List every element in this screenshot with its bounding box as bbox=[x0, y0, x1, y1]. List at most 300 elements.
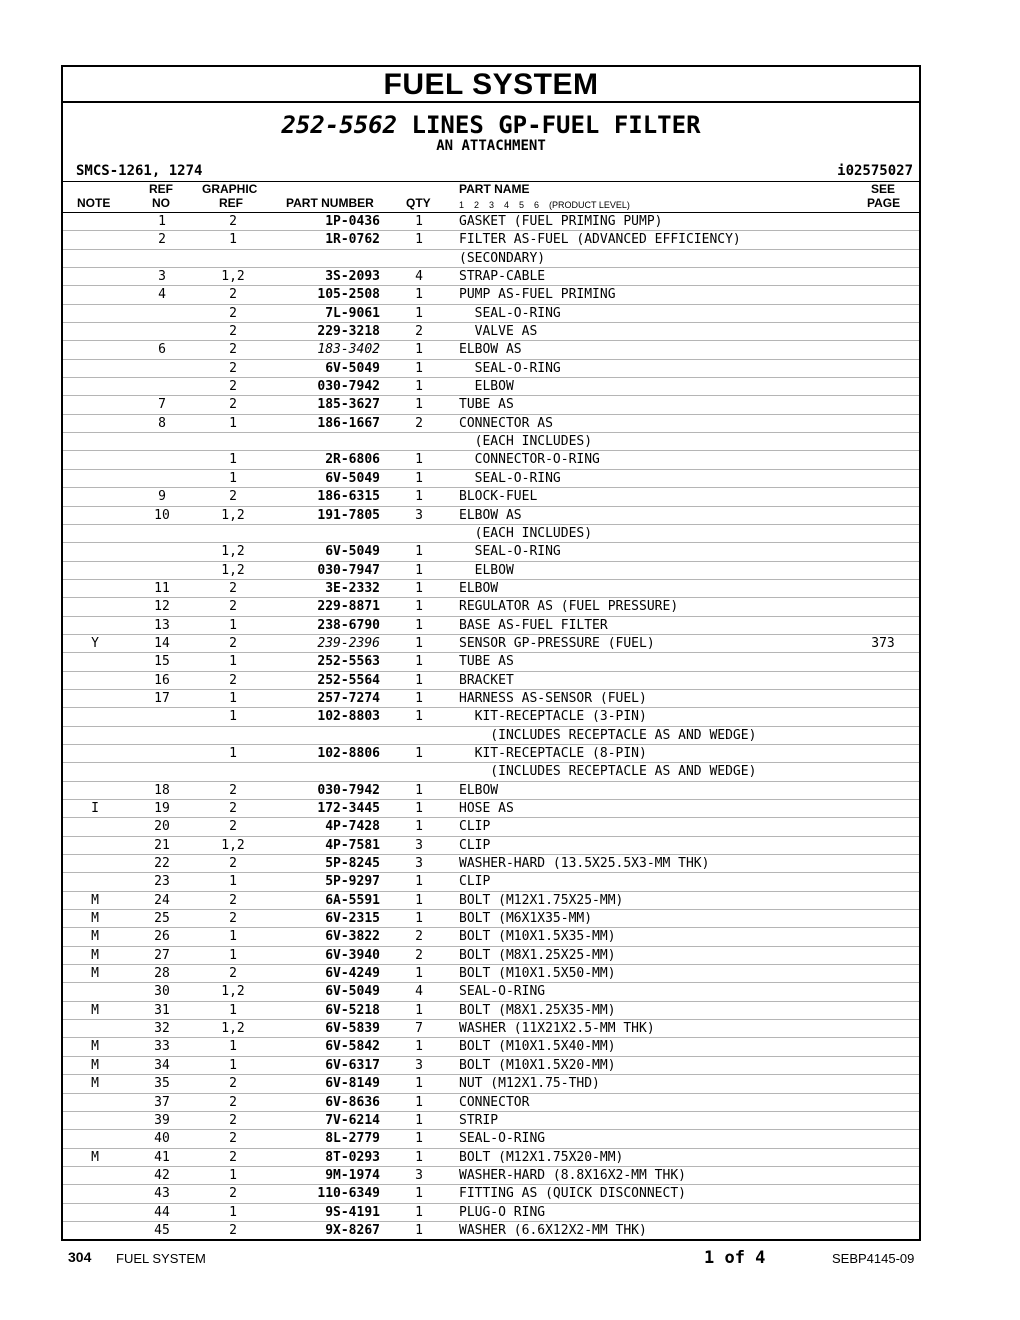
section-title: FUEL SYSTEM bbox=[63, 67, 919, 103]
graphic-ref-cell: 2 bbox=[229, 966, 237, 982]
graphic-ref-cell: 2 bbox=[229, 324, 237, 340]
document-code: SEBP4145-09 bbox=[832, 1251, 915, 1266]
parts-list-frame bbox=[61, 65, 921, 1241]
part-name-cell: ELBOW bbox=[459, 580, 499, 596]
part-number-cell: 6V-4249 bbox=[325, 966, 380, 982]
graphic-ref-cell: 2 bbox=[229, 911, 237, 927]
table-row bbox=[63, 1167, 919, 1185]
note-cell: M bbox=[91, 1076, 99, 1092]
part-number-cell: 186-1667 bbox=[317, 415, 380, 431]
ref-no-cell: 42 bbox=[154, 1167, 170, 1183]
qty-cell: 1 bbox=[415, 305, 423, 321]
table-row bbox=[63, 653, 919, 671]
column-header bbox=[63, 181, 919, 213]
table-row bbox=[63, 947, 919, 965]
ref-no-cell: 41 bbox=[154, 1149, 170, 1165]
part-name-cell: CLIP bbox=[459, 819, 491, 835]
col-gref-top: GRAPHIC bbox=[202, 182, 258, 196]
table-row bbox=[63, 672, 919, 690]
graphic-ref-cell: 1 bbox=[229, 709, 237, 725]
part-name-cell: SEAL-O-RING bbox=[459, 360, 561, 376]
part-name-cell: FITTING AS (QUICK DISCONNECT) bbox=[459, 1186, 686, 1202]
graphic-ref-cell: 1 bbox=[229, 415, 237, 431]
graphic-ref-cell: 1 bbox=[229, 1167, 237, 1183]
part-number-cell: 030-7947 bbox=[317, 562, 380, 578]
note-cell: M bbox=[91, 1039, 99, 1055]
ref-no-cell: 17 bbox=[154, 690, 170, 706]
ref-no-cell: 11 bbox=[154, 580, 170, 596]
part-name-cell: GASKET (FUEL PRIMING PUMP) bbox=[459, 214, 663, 229]
part-name-cell: BOLT (M10X1.5X50-MM) bbox=[459, 966, 616, 982]
footer-section: FUEL SYSTEM bbox=[116, 1251, 206, 1266]
note-cell: M bbox=[91, 966, 99, 982]
table-row bbox=[63, 855, 919, 873]
ref-no-cell: 21 bbox=[154, 837, 170, 853]
part-name-cell: REGULATOR AS (FUEL PRESSURE) bbox=[459, 599, 679, 615]
table-row bbox=[63, 635, 919, 653]
qty-cell: 1 bbox=[415, 360, 423, 376]
col-product-level: 1 2 3 4 5 6 (PRODUCT LEVEL) bbox=[459, 200, 630, 210]
table-row bbox=[63, 1094, 919, 1112]
graphic-ref-cell: 2 bbox=[229, 1076, 237, 1092]
qty-cell: 1 bbox=[415, 599, 423, 615]
table-row bbox=[63, 231, 919, 249]
page-number: 304 bbox=[68, 1249, 92, 1265]
part-number-cell: 2R-6806 bbox=[325, 452, 380, 468]
col-part-number: PART NUMBER bbox=[286, 196, 374, 210]
part-name-cell: ELBOW bbox=[459, 782, 499, 798]
graphic-ref-cell: 2 bbox=[229, 379, 237, 395]
part-number-cell: 9S-4191 bbox=[325, 1204, 380, 1220]
ref-no-cell: 31 bbox=[154, 1002, 170, 1018]
ref-no-cell: 8 bbox=[158, 415, 166, 431]
qty-cell: 1 bbox=[415, 470, 423, 486]
graphic-ref-cell: 2 bbox=[229, 360, 237, 376]
part-number-cell: 4P-7581 bbox=[325, 837, 380, 853]
table-row bbox=[63, 286, 919, 304]
part-name-cell: VALVE AS bbox=[459, 324, 538, 340]
part-name-cell: SEAL-O-RING bbox=[459, 984, 546, 1000]
group-number: 252-5562 bbox=[281, 111, 398, 139]
qty-cell: 1 bbox=[415, 911, 423, 927]
part-name-cell: BOLT (M6X1X35-MM) bbox=[459, 911, 593, 927]
graphic-ref-cell: 2 bbox=[229, 489, 237, 505]
part-number-cell: 8L-2779 bbox=[325, 1131, 380, 1147]
part-number-cell: 229-3218 bbox=[317, 324, 380, 340]
part-name-cell: CLIP bbox=[459, 837, 491, 853]
note-cell: I bbox=[91, 801, 99, 816]
table-row bbox=[63, 965, 919, 983]
table-row bbox=[63, 763, 919, 781]
qty-cell: 1 bbox=[415, 1112, 423, 1128]
part-name-cell: ELBOW AS bbox=[459, 342, 522, 358]
part-name-cell: SEAL-O-RING bbox=[459, 1131, 546, 1147]
ref-no-cell: 28 bbox=[154, 966, 170, 982]
part-name-cell: (SECONDARY) bbox=[459, 250, 546, 266]
graphic-ref-cell: 1,2 bbox=[221, 1021, 245, 1037]
part-number-cell: 172-3445 bbox=[317, 801, 380, 816]
table-row bbox=[63, 213, 919, 231]
note-cell: M bbox=[91, 1149, 99, 1165]
table-row bbox=[63, 1057, 919, 1075]
part-name-cell: KIT-RECEPTACLE (3-PIN) bbox=[459, 709, 647, 725]
ref-no-cell: 35 bbox=[154, 1076, 170, 1092]
qty-cell: 4 bbox=[415, 984, 423, 1000]
graphic-ref-cell: 1 bbox=[229, 929, 237, 945]
qty-cell: 3 bbox=[415, 856, 423, 872]
graphic-ref-cell: 1,2 bbox=[221, 269, 245, 285]
ref-no-cell: 37 bbox=[154, 1094, 170, 1110]
ref-no-cell: 15 bbox=[154, 654, 170, 670]
qty-cell: 1 bbox=[415, 1039, 423, 1055]
ref-no-cell: 45 bbox=[154, 1222, 170, 1238]
qty-cell: 4 bbox=[415, 269, 423, 285]
ref-no-cell: 6 bbox=[158, 342, 166, 358]
graphic-ref-cell: 1 bbox=[229, 617, 237, 633]
part-number-cell: 030-7942 bbox=[317, 379, 380, 395]
part-name-cell: STRAP-CABLE bbox=[459, 269, 546, 285]
part-name-cell: BOLT (M10X1.5X40-MM) bbox=[459, 1039, 616, 1055]
part-number-cell: 6V-3822 bbox=[325, 929, 380, 945]
graphic-ref-cell: 2 bbox=[229, 672, 237, 688]
table-row bbox=[63, 1149, 919, 1167]
table-row bbox=[63, 341, 919, 359]
part-name-cell: CONNECTOR AS bbox=[459, 415, 553, 431]
table-row bbox=[63, 268, 919, 286]
part-number-cell: 102-8803 bbox=[317, 709, 380, 725]
smcs-codes: SMCS-1261, 1274 bbox=[76, 163, 203, 179]
graphic-ref-cell: 2 bbox=[229, 580, 237, 596]
graphic-ref-cell: 2 bbox=[229, 1222, 237, 1238]
graphic-ref-cell: 2 bbox=[229, 819, 237, 835]
table-row bbox=[63, 782, 919, 800]
part-number-cell: 6V-5049 bbox=[325, 360, 380, 376]
qty-cell: 1 bbox=[415, 1204, 423, 1220]
part-name-cell: (EACH INCLUDES) bbox=[459, 525, 593, 541]
part-number-cell: 105-2508 bbox=[317, 287, 380, 303]
graphic-ref-cell: 1 bbox=[229, 690, 237, 706]
part-number-cell: 030-7942 bbox=[317, 782, 380, 798]
part-name-cell: NUT (M12X1.75-THD) bbox=[459, 1076, 600, 1092]
ref-no-cell: 10 bbox=[154, 507, 170, 523]
col-see-bottom: PAGE bbox=[867, 196, 901, 210]
group-title bbox=[63, 112, 919, 138]
col-part-name: PART NAME bbox=[459, 182, 530, 196]
ref-no-cell: 1 bbox=[158, 214, 166, 229]
ref-no-cell: 32 bbox=[154, 1021, 170, 1037]
table-row bbox=[63, 562, 919, 580]
part-number-cell: 6V-5842 bbox=[325, 1039, 380, 1055]
qty-cell: 1 bbox=[415, 617, 423, 633]
graphic-ref-cell: 1 bbox=[229, 1057, 237, 1073]
graphic-ref-cell: 1 bbox=[229, 1204, 237, 1220]
table-row bbox=[63, 928, 919, 946]
table-row bbox=[63, 543, 919, 561]
part-number-cell: 3E-2332 bbox=[325, 580, 380, 596]
graphic-ref-cell: 2 bbox=[229, 1112, 237, 1128]
graphic-ref-cell: 2 bbox=[229, 635, 237, 651]
graphic-ref-cell: 2 bbox=[229, 599, 237, 615]
table-row bbox=[63, 745, 919, 763]
ref-no-cell: 18 bbox=[154, 782, 170, 798]
table-row bbox=[63, 1020, 919, 1038]
table-row bbox=[63, 433, 919, 451]
part-number-cell: 6V-5839 bbox=[325, 1021, 380, 1037]
table-row bbox=[63, 1112, 919, 1130]
table-row bbox=[63, 727, 919, 745]
part-number-cell: 5P-8245 bbox=[325, 856, 380, 872]
ref-no-cell: 19 bbox=[154, 801, 170, 816]
part-name-cell: PLUG-O RING bbox=[459, 1204, 546, 1220]
qty-cell: 1 bbox=[415, 782, 423, 798]
part-name-cell: BOLT (M8X1.25X35-MM) bbox=[459, 1002, 616, 1018]
part-name-cell: BOLT (M12X1.75X20-MM) bbox=[459, 1149, 624, 1165]
qty-cell: 2 bbox=[415, 415, 423, 431]
ref-no-cell: 7 bbox=[158, 397, 166, 413]
part-number-cell: 3S-2093 bbox=[325, 269, 380, 285]
qty-cell: 3 bbox=[415, 1057, 423, 1073]
part-number-cell: 6V-5049 bbox=[325, 544, 380, 560]
graphic-ref-cell: 1 bbox=[229, 874, 237, 890]
graphic-ref-cell: 1,2 bbox=[221, 507, 245, 523]
table-row bbox=[63, 1222, 919, 1240]
part-number-cell: 6A-5591 bbox=[325, 892, 380, 908]
parts-table bbox=[63, 213, 919, 1240]
qty-cell: 1 bbox=[415, 1002, 423, 1018]
qty-cell: 1 bbox=[415, 1186, 423, 1202]
ref-no-cell: 3 bbox=[158, 269, 166, 285]
graphic-ref-cell: 2 bbox=[229, 1094, 237, 1110]
part-name-cell: (EACH INCLUDES) bbox=[459, 434, 593, 450]
qty-cell: 1 bbox=[415, 654, 423, 670]
col-qty: QTY bbox=[406, 196, 431, 210]
see-page-cell: 373 bbox=[871, 635, 895, 651]
table-row bbox=[63, 396, 919, 414]
qty-cell: 1 bbox=[415, 1131, 423, 1147]
ref-no-cell: 44 bbox=[154, 1204, 170, 1220]
part-number-cell: 6V-5049 bbox=[325, 984, 380, 1000]
graphic-ref-cell: 1 bbox=[229, 452, 237, 468]
note-cell: M bbox=[91, 929, 99, 945]
ref-no-cell: 4 bbox=[158, 287, 166, 303]
graphic-ref-cell: 1,2 bbox=[221, 562, 245, 578]
ref-no-cell: 26 bbox=[154, 929, 170, 945]
part-number-cell: 6V-5049 bbox=[325, 470, 380, 486]
note-cell: M bbox=[91, 911, 99, 927]
ref-no-cell: 23 bbox=[154, 874, 170, 890]
qty-cell: 1 bbox=[415, 635, 423, 651]
part-name-cell: FILTER AS-FUEL (ADVANCED EFFICIENCY) bbox=[459, 232, 741, 248]
part-name-cell: KIT-RECEPTACLE (8-PIN) bbox=[459, 745, 647, 761]
table-row bbox=[63, 690, 919, 708]
graphic-ref-cell: 2 bbox=[229, 214, 237, 229]
qty-cell: 1 bbox=[415, 544, 423, 560]
graphic-ref-cell: 1,2 bbox=[221, 837, 245, 853]
part-name-cell: CONNECTOR-O-RING bbox=[459, 452, 600, 468]
table-row bbox=[63, 598, 919, 616]
graphic-ref-cell: 2 bbox=[229, 892, 237, 908]
ref-no-cell: 22 bbox=[154, 856, 170, 872]
part-name-cell: SEAL-O-RING bbox=[459, 470, 561, 486]
table-row bbox=[63, 818, 919, 836]
ref-no-cell: 27 bbox=[154, 947, 170, 963]
part-name-cell: BOLT (M12X1.75X25-MM) bbox=[459, 892, 624, 908]
qty-cell: 1 bbox=[415, 1094, 423, 1110]
note-cell: M bbox=[91, 892, 99, 908]
table-row bbox=[63, 305, 919, 323]
ref-no-cell: 2 bbox=[158, 232, 166, 248]
qty-cell: 1 bbox=[415, 1222, 423, 1238]
graphic-ref-cell: 2 bbox=[229, 397, 237, 413]
part-name-cell: ELBOW bbox=[459, 379, 514, 395]
table-row bbox=[63, 873, 919, 891]
part-number-cell: 252-5563 bbox=[317, 654, 380, 670]
ref-no-cell: 9 bbox=[158, 489, 166, 505]
graphic-ref-cell: 1,2 bbox=[221, 544, 245, 560]
qty-cell: 1 bbox=[415, 672, 423, 688]
part-number-cell: 6V-3940 bbox=[325, 947, 380, 963]
qty-cell: 1 bbox=[415, 966, 423, 982]
table-row bbox=[63, 1204, 919, 1222]
ref-no-cell: 24 bbox=[154, 892, 170, 908]
graphic-ref-cell: 1 bbox=[229, 745, 237, 761]
table-row bbox=[63, 1130, 919, 1148]
qty-cell: 1 bbox=[415, 232, 423, 248]
part-number-cell: 257-7274 bbox=[317, 690, 380, 706]
part-number-cell: 110-6349 bbox=[317, 1186, 380, 1202]
part-number-cell: 102-8806 bbox=[317, 745, 380, 761]
part-name-cell: SEAL-O-RING bbox=[459, 544, 561, 560]
ref-no-cell: 40 bbox=[154, 1131, 170, 1147]
part-number-cell: 191-7805 bbox=[317, 507, 380, 523]
part-name-cell: SENSOR GP-PRESSURE (FUEL) bbox=[459, 635, 655, 651]
graphic-ref-cell: 2 bbox=[229, 1131, 237, 1147]
part-number-cell: 7L-9061 bbox=[325, 305, 380, 321]
table-row bbox=[63, 837, 919, 855]
table-row bbox=[63, 983, 919, 1001]
table-row bbox=[63, 617, 919, 635]
qty-cell: 1 bbox=[415, 819, 423, 835]
part-name-cell: ELBOW bbox=[459, 562, 514, 578]
col-gref-bottom: REF bbox=[219, 196, 243, 210]
graphic-ref-cell: 1 bbox=[229, 1002, 237, 1018]
ref-no-cell: 33 bbox=[154, 1039, 170, 1055]
qty-cell: 1 bbox=[415, 580, 423, 596]
graphic-ref-cell: 1,2 bbox=[221, 984, 245, 1000]
table-row bbox=[63, 415, 919, 433]
part-number-cell: 1R-0762 bbox=[325, 232, 380, 248]
table-row bbox=[63, 708, 919, 726]
part-number-cell: 229-8871 bbox=[317, 599, 380, 615]
table-row bbox=[63, 1185, 919, 1203]
qty-cell: 3 bbox=[415, 837, 423, 853]
ref-no-cell: 16 bbox=[154, 672, 170, 688]
part-number-cell: 6V-8149 bbox=[325, 1076, 380, 1092]
part-name-cell: CONNECTOR bbox=[459, 1094, 530, 1110]
table-row bbox=[63, 892, 919, 910]
qty-cell: 1 bbox=[415, 690, 423, 706]
table-row bbox=[63, 910, 919, 928]
group-name: LINES GP-FUEL FILTER bbox=[411, 111, 701, 139]
part-name-cell: HOSE AS bbox=[459, 801, 514, 816]
graphic-ref-cell: 2 bbox=[229, 1186, 237, 1202]
qty-cell: 7 bbox=[415, 1021, 423, 1037]
part-number-cell: 185-3627 bbox=[317, 397, 380, 413]
part-number-cell: 186-6315 bbox=[317, 489, 380, 505]
part-number-cell: 6V-6317 bbox=[325, 1057, 380, 1073]
part-name-cell: TUBE AS bbox=[459, 397, 514, 413]
qty-cell: 3 bbox=[415, 1167, 423, 1183]
graphic-ref-cell: 2 bbox=[229, 305, 237, 321]
part-number-cell: 9M-1974 bbox=[325, 1167, 380, 1183]
part-number-cell: 5P-9297 bbox=[325, 874, 380, 890]
table-row bbox=[63, 507, 919, 525]
part-number-cell: 183-3402 bbox=[317, 342, 380, 358]
ref-no-cell: 34 bbox=[154, 1057, 170, 1073]
qty-cell: 1 bbox=[415, 892, 423, 908]
smcs-row bbox=[63, 157, 919, 181]
part-name-cell: (INCLUDES RECEPTACLE AS AND WEDGE) bbox=[459, 727, 757, 743]
graphic-ref-cell: 2 bbox=[229, 801, 237, 816]
col-ref-top: REF bbox=[149, 182, 173, 196]
part-name-cell: WASHER-HARD (13.5X25.5X3-MM THK) bbox=[459, 856, 710, 872]
part-name-cell: CLIP bbox=[459, 874, 491, 890]
part-name-cell: STRIP bbox=[459, 1112, 499, 1128]
note-cell: Y bbox=[91, 635, 99, 651]
table-row bbox=[63, 800, 919, 818]
note-cell: M bbox=[91, 1057, 99, 1073]
part-name-cell: BOLT (M8X1.25X25-MM) bbox=[459, 947, 616, 963]
table-row bbox=[63, 451, 919, 469]
table-row bbox=[63, 360, 919, 378]
graphic-ref-cell: 2 bbox=[229, 782, 237, 798]
part-number-cell: 6V-8636 bbox=[325, 1094, 380, 1110]
part-number-cell: 252-5564 bbox=[317, 672, 380, 688]
col-note: NOTE bbox=[77, 196, 111, 210]
part-name-cell: BLOCK-FUEL bbox=[459, 489, 538, 505]
part-number-cell: 1P-0436 bbox=[325, 214, 380, 229]
col-ref-bottom: NO bbox=[152, 196, 170, 210]
graphic-ref-cell: 2 bbox=[229, 287, 237, 303]
table-row bbox=[63, 250, 919, 268]
ref-no-cell: 43 bbox=[154, 1186, 170, 1202]
note-cell: M bbox=[91, 1002, 99, 1018]
part-number-cell: 6V-5218 bbox=[325, 1002, 380, 1018]
ref-no-cell: 39 bbox=[154, 1112, 170, 1128]
part-name-cell: (INCLUDES RECEPTACLE AS AND WEDGE) bbox=[459, 764, 757, 780]
part-name-cell: BASE AS-FUEL FILTER bbox=[459, 617, 608, 633]
ref-no-cell: 30 bbox=[154, 984, 170, 1000]
part-name-cell: SEAL-O-RING bbox=[459, 305, 561, 321]
qty-cell: 1 bbox=[415, 397, 423, 413]
graphic-ref-cell: 2 bbox=[229, 1149, 237, 1165]
table-row bbox=[63, 378, 919, 396]
qty-cell: 1 bbox=[415, 342, 423, 358]
page-footer bbox=[0, 1242, 1020, 1282]
document-ident: i02575027 bbox=[837, 163, 913, 179]
qty-cell: 1 bbox=[415, 801, 423, 816]
table-row bbox=[63, 525, 919, 543]
part-number-cell: 239-2396 bbox=[317, 635, 380, 651]
part-name-cell: HARNESS AS-SENSOR (FUEL) bbox=[459, 690, 647, 706]
ref-no-cell: 12 bbox=[154, 599, 170, 615]
part-name-cell: PUMP AS-FUEL PRIMING bbox=[459, 287, 616, 303]
part-number-cell: 238-6790 bbox=[317, 617, 380, 633]
qty-cell: 1 bbox=[415, 709, 423, 725]
table-row bbox=[63, 1038, 919, 1056]
table-row bbox=[63, 580, 919, 598]
qty-cell: 2 bbox=[415, 324, 423, 340]
